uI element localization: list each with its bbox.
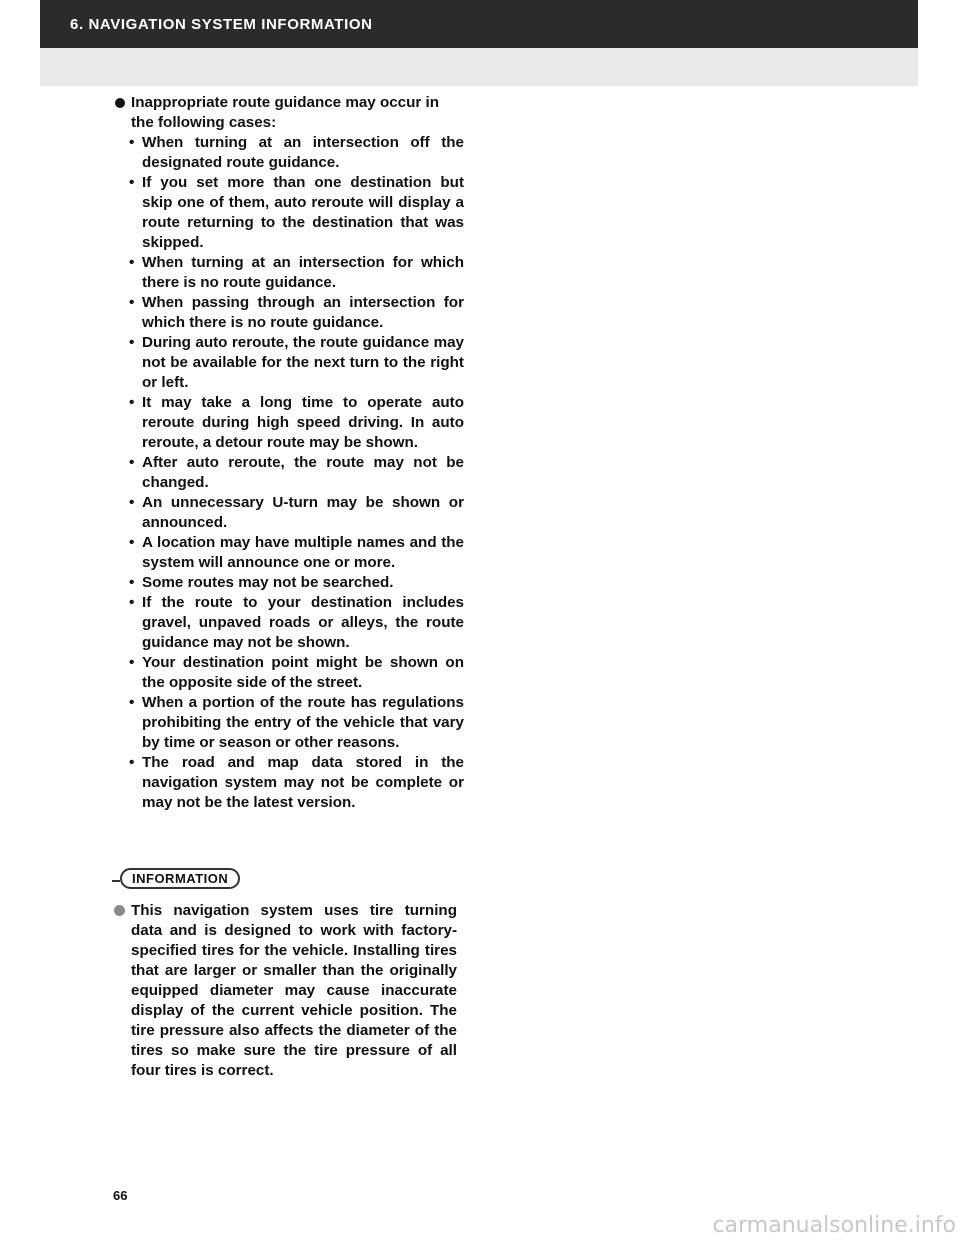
page-number: 66 bbox=[113, 1188, 128, 1203]
list-item: • It may take a long time to operate auto reroute during high speed driving. In auto reroute, a detour route may be shown. bbox=[129, 393, 464, 453]
list-item: • Some routes may not be searched. bbox=[129, 573, 464, 593]
section-title: 6. NAVIGATION SYSTEM INFORMATION bbox=[70, 16, 373, 33]
case-list bbox=[112, 133, 464, 813]
watermark: carmanualsonline.info bbox=[712, 1213, 956, 1238]
badge-line bbox=[112, 880, 120, 882]
lead-text: Inappropriate route guidance may occur in the following cases: bbox=[131, 94, 440, 131]
info-bullet-icon bbox=[114, 905, 125, 916]
list-item: • During auto reroute, the route guidance may not be available for the next turn to the right or left. bbox=[129, 333, 464, 393]
list-item: • The road and map data stored in the navigation system may not be complete or may not be the latest version. bbox=[129, 753, 464, 813]
list-item: • Your destination point might be shown on the opposite side of the street. bbox=[129, 653, 464, 693]
list-item: • If the route to your destination includes gravel, unpaved roads or alleys, the route guidance may not be shown. bbox=[129, 593, 464, 653]
header-band bbox=[40, 48, 918, 86]
list-item: • An unnecessary U-turn may be shown or announced. bbox=[129, 493, 464, 533]
list-item: • After auto reroute, the route may not be changed. bbox=[129, 453, 464, 493]
information-item bbox=[112, 901, 457, 1081]
list-item: • When passing through an intersection for which there is no route guidance. bbox=[129, 293, 464, 333]
information-text: This navigation system uses tire turning data and is designed to work with factory-specified tires for the vehicle. Installing tires that are larger or smaller than the originally equipped diameter may cause inaccurate display of the current vehicle position. The tire pressure also affects the diameter of the tires so make sure the tire pressure of all four tires is correct. bbox=[131, 902, 457, 1079]
information-badge: INFORMATION bbox=[120, 868, 240, 889]
information-block bbox=[112, 868, 457, 1081]
list-item: • When a portion of the route has regulations prohibiting the entry of the vehicle that vary by time or season or other reasons. bbox=[129, 693, 464, 753]
list-item: • When turning at an intersection off the designated route guidance. bbox=[129, 133, 464, 173]
lead-item bbox=[112, 93, 464, 133]
list-item: • A location may have multiple names and the system will announce one or more. bbox=[129, 533, 464, 573]
bullet-circle-icon bbox=[115, 98, 125, 108]
list-item: • When turning at an intersection for which there is no route guidance. bbox=[129, 253, 464, 293]
list-item: • If you set more than one destination but skip one of them, auto reroute will display a route returning to the destination that was skipped. bbox=[129, 173, 464, 253]
main-content bbox=[112, 93, 464, 813]
